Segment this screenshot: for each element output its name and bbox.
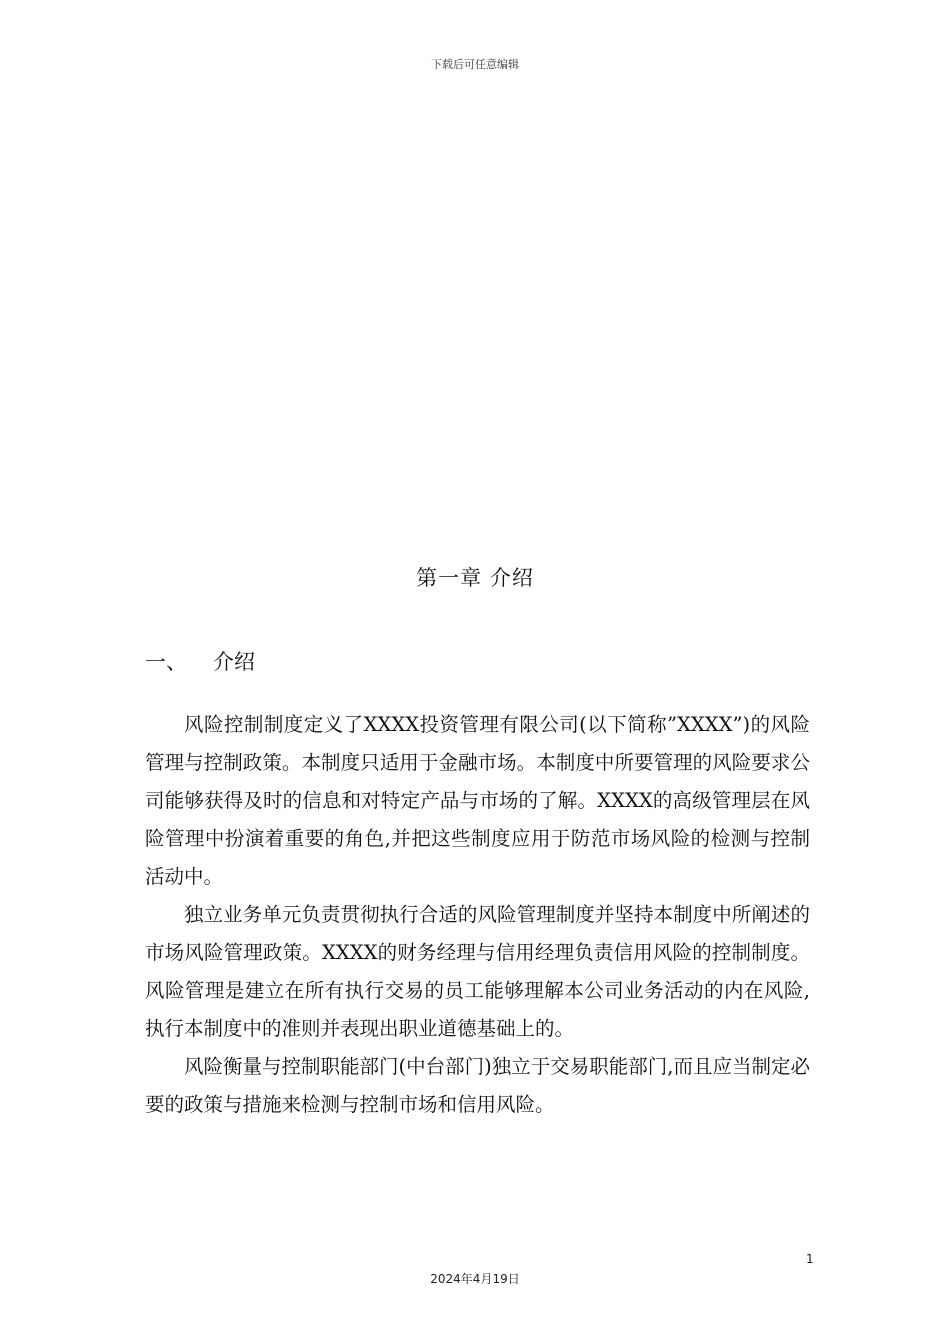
header-note: 下载后可任意编辑 xyxy=(431,58,519,71)
page-number: 1 xyxy=(806,1252,814,1266)
paragraph: 独立业务单元负责贯彻执行合适的风险管理制度并坚持本制度中所阐述的市场风险管理政策。XXXX的财务经理与信用经理负责信用风险的控制制度。风险管理是建立在所有执行交易的员工能够理解本公司业务活动的内在风险,执行本制度中的准则并表现出职业道德基础上的。 xyxy=(145,903,810,1040)
paragraph: 风险控制制度定义了XXXX投资管理有限公司(以下简称”XXXX”)的风险管理与控制政策。本制度只适用于金融市场。本制度中所要管理的风险要求公司能够获得及时的信息和对特定产品与市场的了解。XXXX的高级管理层在风险管理中扮演着重要的角色,并把这些制度应用于防范市场风险的检测与控制活动中。 xyxy=(145,713,810,888)
section-heading xyxy=(145,646,255,676)
section-number: 一、 xyxy=(145,650,187,674)
paragraph: 风险衡量与控制职能部门(中台部门)独立于交易职能部门,而且应当制定必要的政策与措施来检测与控制市场和信用风险。 xyxy=(145,1055,810,1116)
chapter-title: 第一章 介绍 xyxy=(416,566,534,590)
body-text xyxy=(145,706,810,1124)
section-title: 介绍 xyxy=(213,650,255,674)
footer-date: 2024年4月19日 xyxy=(430,1272,520,1286)
